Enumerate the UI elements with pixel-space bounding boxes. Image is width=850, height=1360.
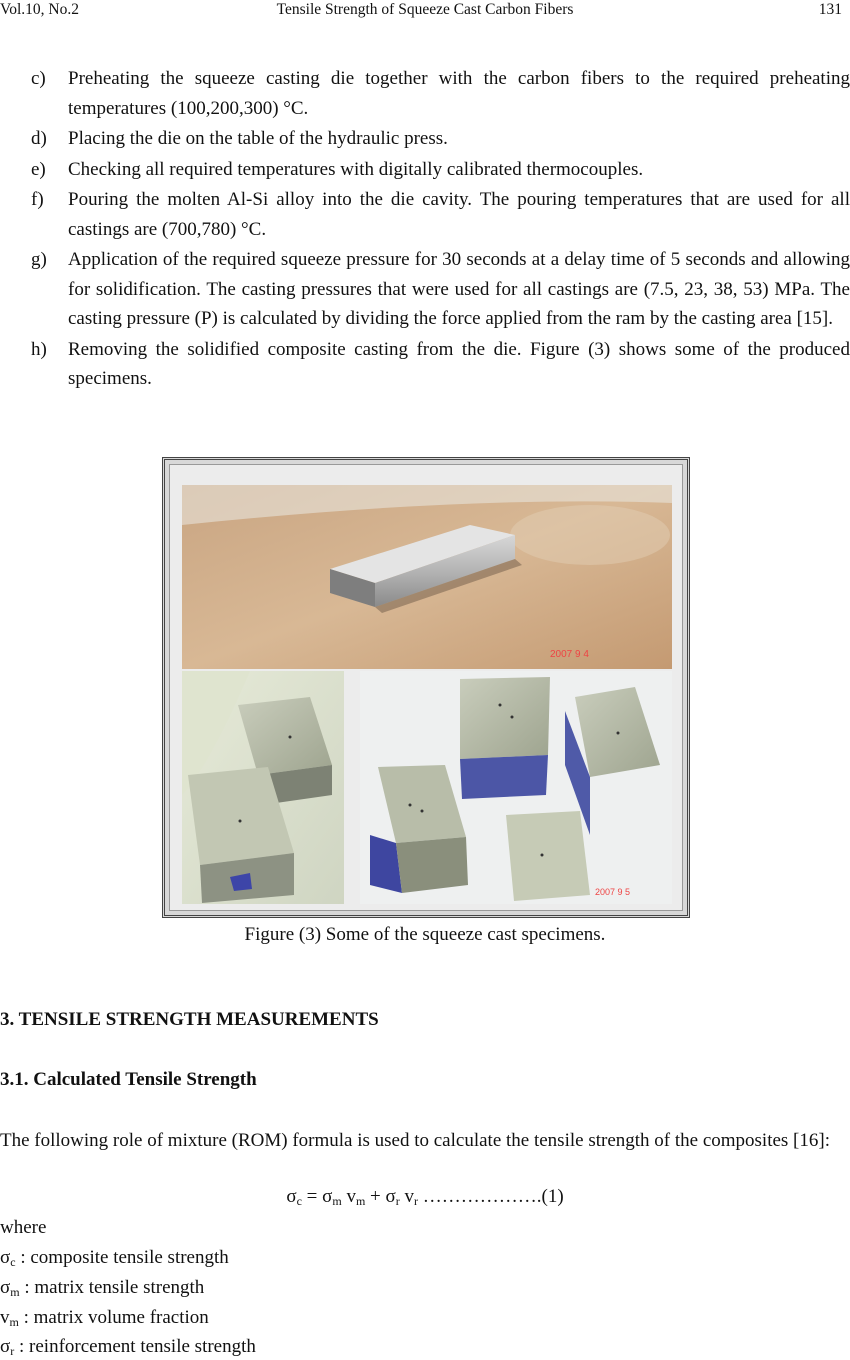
figure-caption: Figure (3) Some of the squeeze cast specimens.: [244, 924, 606, 945]
definition-item: $v_m$ : matrix volume fraction: [0, 1307, 209, 1329]
date-stamp-bottom: 2007 9 5: [595, 887, 631, 897]
section-heading: 3. TENSILE STRENGTH MEASUREMENTS: [0, 1009, 379, 1030]
definition-item: $\sigma_c$ : composite tensile strength: [0, 1247, 229, 1269]
list-item: [0, 64, 850, 123]
list-item-text: Removing the solidified composite casting from the die. Figure (3) shows some of the produced specimens.: [68, 338, 850, 389]
list-item: [0, 185, 850, 244]
procedure-list: [0, 64, 850, 395]
list-item-label: c): [31, 68, 46, 89]
definition-item: $\sigma_m$ : matrix tensile strength: [0, 1277, 205, 1299]
date-stamp-top: 2007 9 4: [550, 649, 589, 660]
specimen-photos: [170, 465, 683, 911]
journal-volume: Vol.10, No.2: [0, 1, 79, 18]
definition-item: $\sigma_r$ : reinforcement tensile strength: [0, 1336, 256, 1358]
list-item-text: Placing the die on the table of the hydraulic press.: [68, 128, 448, 149]
list-item-label: e): [31, 158, 46, 180]
list-item: [0, 335, 850, 394]
list-item-text: Application of the required squeeze pressure for 30 seconds at a delay time of 5 seconds and allowing for solidification. The casting pressures that were used for all castings are (7.5, 23, 38, 53) MPa. The casting pressure (P) is calculated by dividing the force applied from the ram by the casting area [15].: [68, 249, 850, 329]
cut-specimens-photo-right: [360, 671, 672, 904]
list-item-label: g): [31, 249, 47, 270]
photo-collage: [169, 464, 683, 911]
list-item-label: f): [31, 189, 44, 210]
list-item-text: Preheating the squeeze casting die together with the carbon fibers to the required preheating temperatures (100,200,300) °C.: [68, 68, 850, 119]
list-item-text: Pouring the molten Al-Si alloy into the die cavity. The pouring temperatures that are used for all castings are (700,780) °C.: [68, 189, 850, 240]
list-item-label: h): [31, 338, 47, 360]
list-item: [0, 245, 850, 334]
cut-specimens-photo-left: [182, 671, 344, 904]
where-label: where: [0, 1217, 47, 1238]
running-title: Tensile Strength of Squeeze Cast Carbon Fibers: [276, 1, 574, 18]
rom-equation: $\sigma_c = \sigma_m$ $v_m + \sigma_r$ $v_r$ ……………….(1): [286, 1186, 564, 1208]
body-paragraph: The following role of mixture (ROM) formula is used to calculate the tensile strength of the composites [16]:: [0, 1130, 830, 1151]
page-number: 131: [818, 1, 842, 18]
equation-number: ……………….(1): [422, 1186, 564, 1207]
list-item-label: d): [31, 128, 47, 149]
list-item: [0, 124, 850, 154]
list-item-text: Checking all required temperatures with digitally calibrated thermocouples.: [68, 158, 644, 180]
list-item: [0, 155, 850, 185]
subsection-heading: 3.1. Calculated Tensile Strength: [0, 1069, 257, 1090]
cast-bar-photo: [182, 485, 672, 669]
specimen-photo-figure: [162, 457, 690, 918]
